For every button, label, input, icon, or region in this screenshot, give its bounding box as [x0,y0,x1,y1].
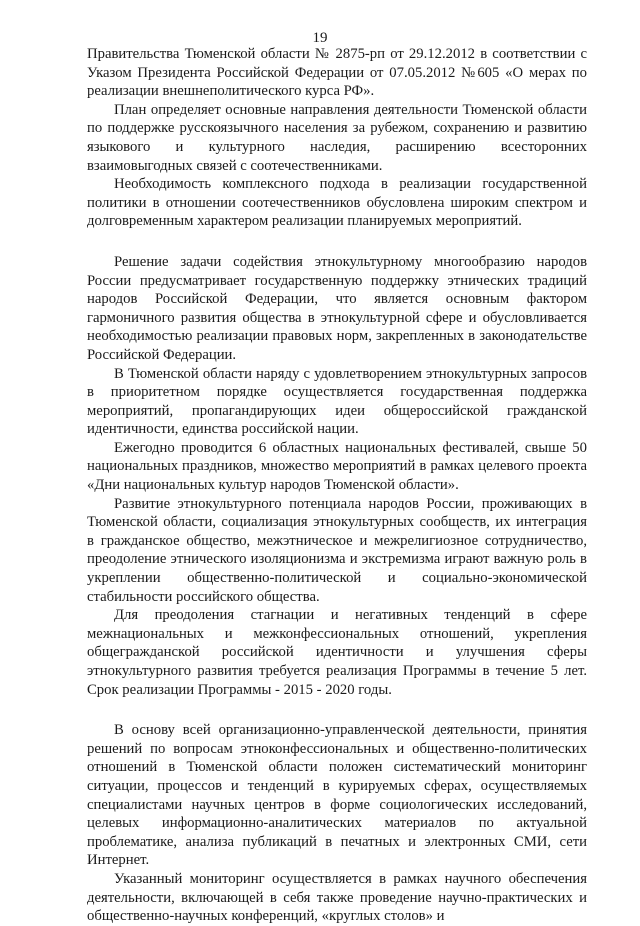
document-body [87,45,587,926]
paragraph-continuation: Правительства Тюменской области № 2875-рп от 29.12.2012 в соответствии с Указом Президента Российской Федерации от 07.05.2012 №605 «О мерах по реализации внешнеполитического курса РФ». [87,46,587,100]
paragraph: Необходимость комплексного подхода в реализации государственной политики в отношении соотечественников обусловлена широким спектром и долговременным характером реализации планируемых мероприятий. [87,176,587,230]
section-spacer [87,699,587,721]
page-number: 19 [312,30,328,46]
paragraph: План определяет основные направления деятельности Тюменской области по поддержке русскоязычного населения за рубежом, сохранению и развитию языкового и культурного наследия, расширению всесторонних взаимовыгодных связей с соотечественниками. [87,101,587,174]
paragraph: Развитие этнокультурного потенциала народов России, проживающих в Тюменской области, социализация этнокультурных сообществ, их интеграция в гражданское общество, межэтническое и межрелигиозное сотрудничество, преодоление этнического изоляционизма и экстремизма играют важную роль в укреплении общественно-политической и социально-экономической стабильности российского общества. [87,495,587,605]
paragraph: Указанный мониторинг осуществляется в рамках научного обеспечения деятельности, включающей в себя также проведение научно-практических и общественно-научных конференций, «круглых столов» и [87,870,587,925]
section-spacer [87,231,587,253]
paragraph: В Тюменской области наряду с удовлетворением этнокультурных запросов в приоритетном порядке осуществляется государственная поддержка мероприятий, пропагандирующих идеи общероссийской гражданской идентичности, единства российской нации. [87,365,587,438]
paragraph: Для преодоления стагнации и негативных тенденций в сфере межнациональных и межконфессиональных отношений, укрепления общегражданской российской идентичности и улучшения сферы этнокультурного развития требуется реализация Программы в течение 5 лет. Срок реализации Программы - 2015 - 2020 годы. [87,607,587,698]
paragraph: Решение задачи содействия этнокультурному многообразию народов России предусматривает государственную поддержку этнических традиций народов Российской Федерации, что является основным фактором гармоничного развития общества в этнокультурной сфере и обусловливается необходимостью реализации правовых норм, закрепленных в законодательстве Российской Федерации. [87,253,587,363]
paragraph: В основу всей организационно-управленческой деятельности, принятия решений по вопросам этноконфессиональных и общественно-политических отношений в Тюменской области положен систематический мониторинг ситуации, процессов и тенденций в курируемых сферах, осуществляемых специалистами научных центров в форме социологических исследований, целевых информационно-аналитических материалов по актуальной проблематике, анализа публикаций в печатных и электронных СМИ, сети Интернет. [87,722,587,869]
paragraph: Ежегодно проводится 6 областных национальных фестивалей, свыше 50 национальных праздников, множество мероприятий в рамках целевого проекта «Дни национальных культур народов Тюменской области». [87,439,587,494]
